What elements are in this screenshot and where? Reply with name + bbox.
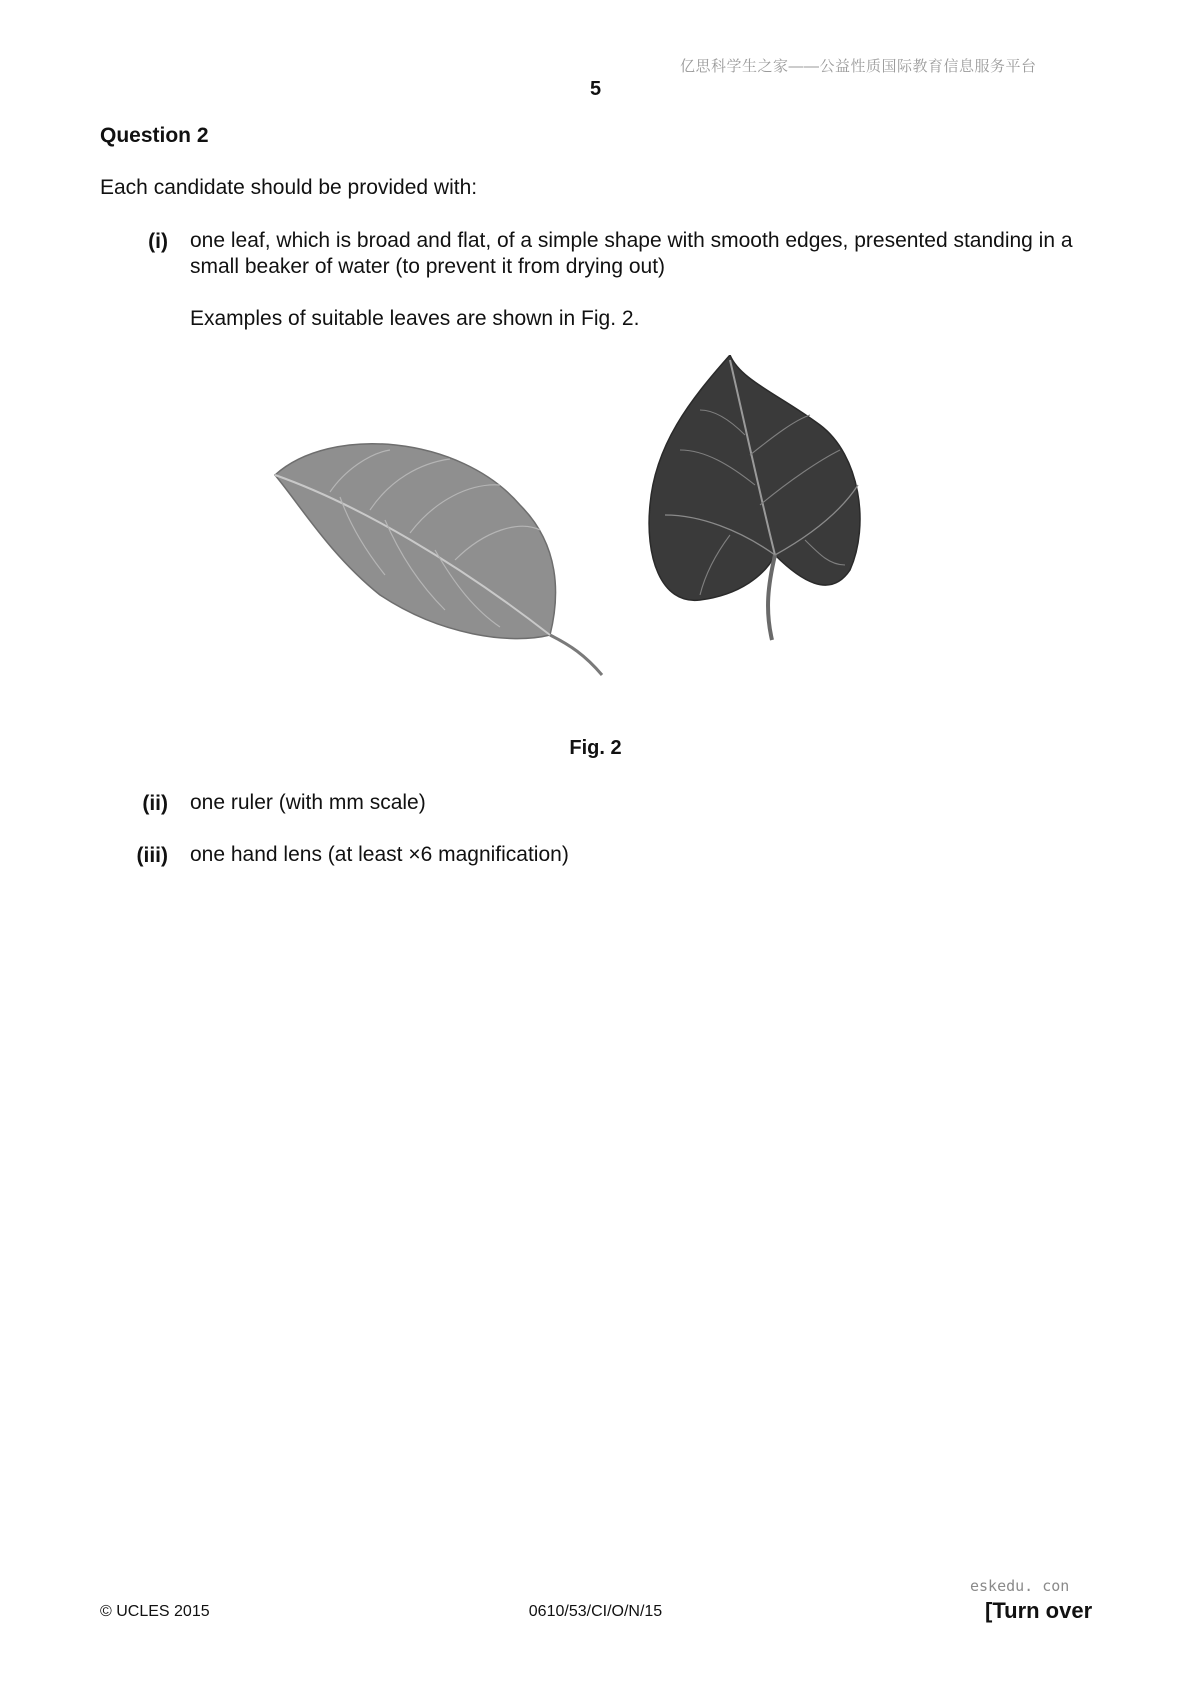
item-label-i: (i) xyxy=(148,230,168,253)
footer-watermark: eskedu. con xyxy=(970,1577,1070,1595)
left-leaf-icon xyxy=(275,444,602,675)
leaves-illustration xyxy=(260,355,940,695)
footer-copyright: © UCLES 2015 xyxy=(100,1603,210,1620)
item-text-i: one leaf, which is broad and flat, of a simple shape with smooth edges, presented standing in a small beaker of water (to prevent it from drying out) xyxy=(190,229,1073,278)
item-label-iii: (iii) xyxy=(136,844,168,867)
item-label-ii: (ii) xyxy=(142,792,168,815)
page-number: 5 xyxy=(589,78,602,100)
right-leaf-icon xyxy=(649,355,860,640)
question-title: Question 2 xyxy=(100,124,209,147)
item-note-i: Examples of suitable leaves are shown in Fig. 2. xyxy=(190,307,640,330)
figure-caption: Fig. 2 xyxy=(569,737,622,759)
header-watermark: 亿思科学生之家——公益性质国际教育信息服务平台 xyxy=(680,58,1037,75)
turn-over-label: [Turn over xyxy=(985,1598,1093,1623)
footer-paper-code: 0610/53/CI/O/N/15 xyxy=(528,1603,663,1620)
question-intro: Each candidate should be provided with: xyxy=(100,176,478,199)
item-text-iii: one hand lens (at least ×6 magnification) xyxy=(190,843,569,866)
item-text-ii: one ruler (with mm scale) xyxy=(190,791,426,814)
leaf-figure xyxy=(260,355,940,695)
